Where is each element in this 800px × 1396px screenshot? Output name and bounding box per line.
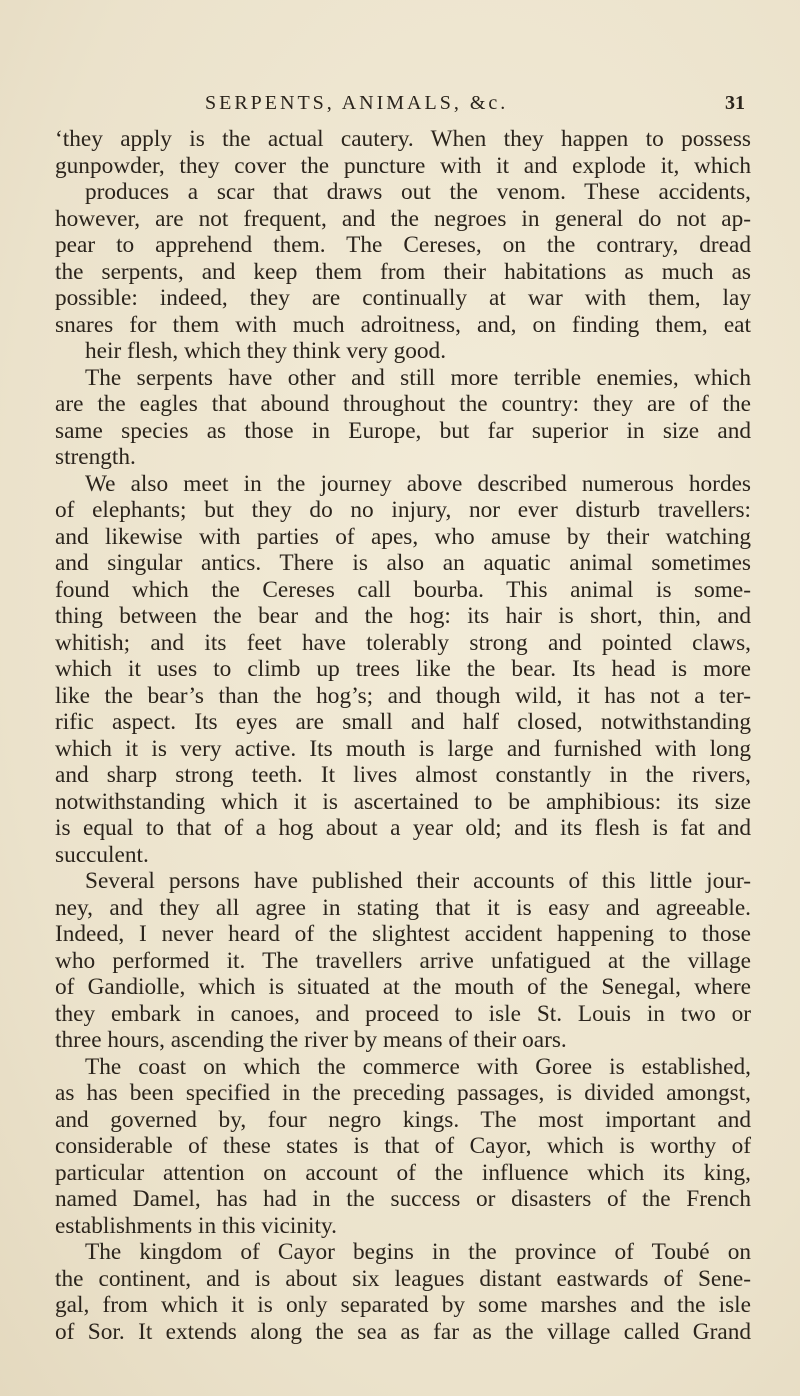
text-line: whitish; and its feet have tolerably strong and pointed claws,	[55, 629, 751, 656]
text-line: gunpowder, they cover the puncture with it and explode it, which	[55, 152, 751, 179]
text-line: found which the Cereses call bourba. This animal is some-	[55, 576, 751, 603]
text-line: snares for them with much adroitness, and, on finding them, eat	[55, 311, 751, 338]
text-line: they embark in canoes, and proceed to isle St. Louis in two or	[55, 1000, 751, 1027]
text-line: ‘they apply is the actual cautery. When they happen to possess	[55, 126, 751, 152]
text-line: The serpents have other and still more terrible enemies, which	[85, 364, 751, 391]
text-line: which it is very active. Its mouth is large and furnished with long	[55, 735, 751, 762]
text-line: We also meet in the journey above described numerous hordes	[85, 470, 751, 497]
text-line: The kingdom of Cayor begins in the province of Toubé on	[85, 1239, 751, 1265]
text-line: the serpents, and keep them from their habitations as much as	[55, 258, 751, 285]
text-line: thing between the bear and the hog: its hair is short, thin, and	[55, 603, 751, 629]
text-line: and likewise with parties of apes, who amuse by their watching	[55, 523, 751, 550]
text-line: Indeed, I never heard of the slightest accident happening to those	[55, 921, 751, 947]
text-line: The coast on which the commerce with Goree is established,	[85, 1053, 751, 1080]
text-line: and governed by, four negro kings. The most important and	[55, 1106, 751, 1133]
text-line: produces a scar that draws out the venom. These accidents,	[85, 179, 751, 205]
text-line: the continent, and is about six leagues distant eastwards of Sene-	[55, 1265, 751, 1292]
text-line: of Sor. It extends along the sea as far as the village called Grand	[55, 1318, 751, 1345]
text-line: ney, and they all agree in stating that it is easy and agreeable.	[55, 894, 751, 921]
text-line: like the bear’s than the hog’s; and though wild, it has not a ter-	[55, 682, 751, 709]
running-header	[205, 92, 745, 115]
text-line: strength.	[55, 444, 136, 470]
text-line: notwithstanding which it is ascertained to be amphibious: its size	[55, 788, 751, 815]
text-line: and singular antics. There is also an aquatic animal sometimes	[55, 550, 751, 576]
text-line: as has been specified in the preceding passages, is divided amongst,	[55, 1080, 751, 1106]
text-line: is equal to that of a hog about a year old; and its flesh is fat and	[55, 815, 751, 841]
text-line: heir flesh, which they think very good.	[85, 338, 447, 364]
text-line: however, are not frequent, and the negroes in general do not ap-	[55, 205, 751, 232]
text-line: pear to apprehend them. The Cereses, on the contrary, dread	[55, 232, 751, 258]
text-line: considerable of these states is that of Cayor, which is worthy of	[55, 1133, 751, 1159]
text-line: who performed it. The travellers arrive unfatigued at the village	[55, 947, 751, 974]
text-line: are the eagles that abound throughout the country: they are of the	[55, 391, 751, 417]
text-line: and sharp strong teeth. It lives almost constantly in the rivers,	[55, 762, 751, 788]
text-line: of elephants; but they do no injury, nor ever disturb travellers:	[55, 497, 751, 523]
text-line: which it uses to climb up trees like the bear. Its head is more	[55, 656, 751, 682]
running-title: SERPENTS, ANIMALS, &c.	[205, 92, 509, 114]
text-line: establishments in this vicinity.	[55, 1212, 337, 1239]
text-line: gal, from which it is only separated by some marshes and the isle	[55, 1292, 751, 1318]
page-number: 31	[725, 92, 745, 114]
text-line: of Gandiolle, which is situated at the mouth of the Senegal, where	[55, 974, 751, 1000]
body-text	[55, 126, 751, 1345]
text-line: same species as those in Europe, but far superior in size and	[55, 417, 751, 444]
text-line: possible: indeed, they are continually at war with them, lay	[55, 285, 751, 311]
text-line: rific aspect. Its eyes are small and half closed, notwithstanding	[55, 709, 751, 735]
text-line: three hours, ascending the river by means of their oars.	[55, 1027, 567, 1053]
text-line: Several persons have published their accounts of this little jour-	[85, 868, 751, 894]
text-line: named Damel, has had in the success or disasters of the French	[55, 1186, 751, 1212]
text-line: succulent.	[55, 841, 149, 868]
text-line: particular attention on account of the influence which its king,	[55, 1159, 751, 1186]
